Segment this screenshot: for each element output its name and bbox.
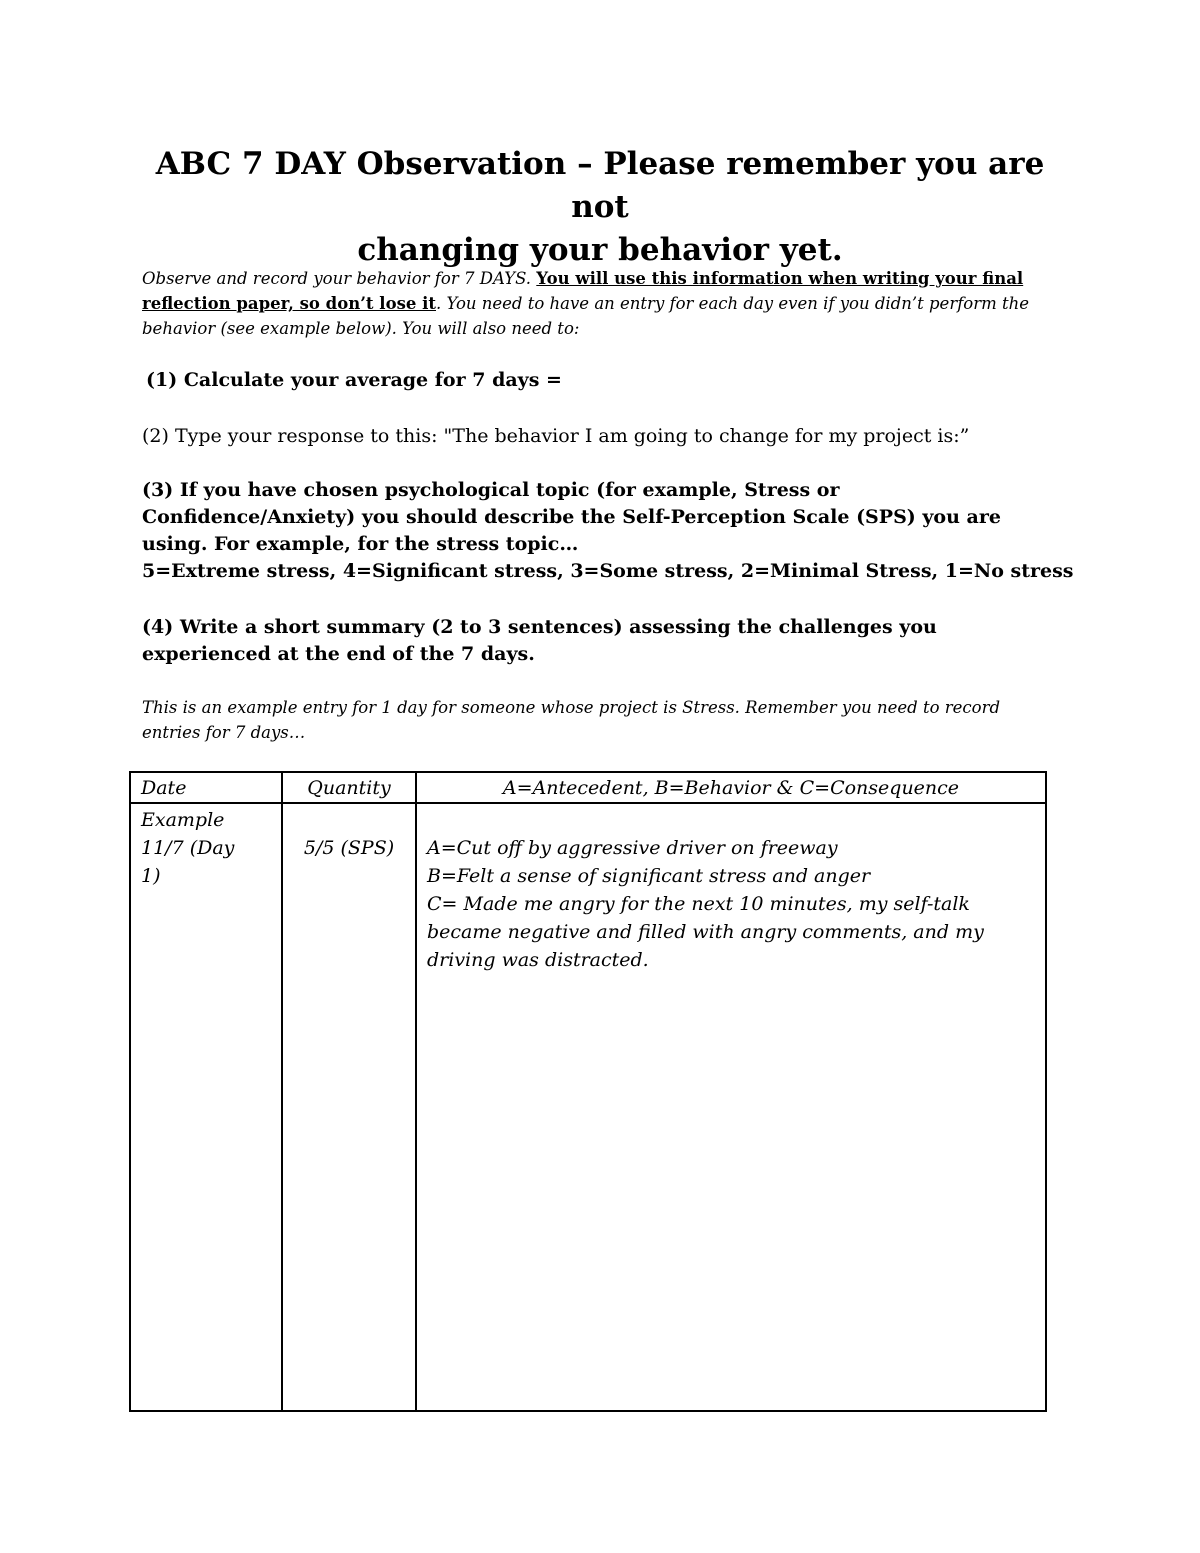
step-3-line-2: Confidence/Anxiety) you should describe the Self-Perception Scale (SPS) you are	[142, 506, 1001, 528]
abc-antecedent: A=Cut off by aggressive driver on freeway	[427, 837, 838, 859]
abc-consequence-line-2: became negative and filled with angry comments, and my	[427, 921, 984, 943]
header-abc: A=Antecedent, B=Behavior & C=Consequence	[416, 772, 1046, 803]
step-2-behavior-response: (2) Type your response to this: "The behavior I am going to change for my project is:”	[142, 425, 970, 447]
table-header-row	[130, 772, 1046, 803]
step-4-line-1: (4) Write a short summary (2 to 3 sentences) assessing the challenges you	[142, 616, 937, 638]
step-4-line-2: experienced at the end of the 7 days.	[142, 643, 535, 665]
table-row	[130, 803, 1046, 1411]
header-quantity: Quantity	[282, 772, 416, 803]
step-3-scale-line: 5=Extreme stress, 4=Significant stress, 3=Some stress, 2=Minimal Stress, 1=No stress	[142, 560, 1074, 582]
intro-text-2: . You need to have an entry for each day even if you didn’t perform the behavior (see example below). You will also need to:	[142, 294, 1030, 338]
example-note: This is an example entry for 1 day for someone whose project is Stress. Remember you need to record entries for 7 days…	[142, 698, 1001, 742]
step-1-calculate-average: (1) Calculate your average for 7 days =	[146, 369, 562, 391]
abc-consequence-line-3: driving was distracted.	[427, 949, 649, 971]
abc-consequence-line-1: C= Made me angry for the next 10 minutes, my self-talk	[427, 893, 970, 915]
intro-text-1: Observe and record your behavior for 7 DAYS.	[142, 269, 537, 288]
title-line-2: changing your behavior yet.	[357, 232, 843, 268]
step-3-line-3: using. For example, for the stress topic…	[142, 533, 579, 555]
page-title	[130, 143, 1070, 272]
step-3-line-1: (3) If you have chosen psychological topic (for example, Stress or	[142, 479, 840, 501]
cell-quantity	[282, 803, 416, 1411]
title-line-1: ABC 7 DAY Observation – Please remember you are not	[155, 146, 1045, 225]
date-line-2: 11/7 (Day	[141, 837, 235, 859]
cell-abc	[416, 803, 1046, 1411]
abc-log-table	[129, 771, 1047, 1412]
header-date: Date	[130, 772, 282, 803]
date-line-3: 1)	[141, 865, 161, 887]
date-line-1: Example	[141, 809, 225, 831]
abc-behavior: B=Felt a sense of significant stress and anger	[427, 865, 871, 887]
intro-paragraph	[142, 266, 1062, 341]
cell-date	[130, 803, 282, 1411]
quantity-value: 5/5 (SPS)	[303, 837, 395, 859]
step-4-summary	[142, 614, 1067, 668]
step-3-self-perception-scale	[142, 477, 1074, 585]
intro-emphasis: You will use this information when writing your final reflection paper, so don’t lose it	[142, 269, 1024, 313]
